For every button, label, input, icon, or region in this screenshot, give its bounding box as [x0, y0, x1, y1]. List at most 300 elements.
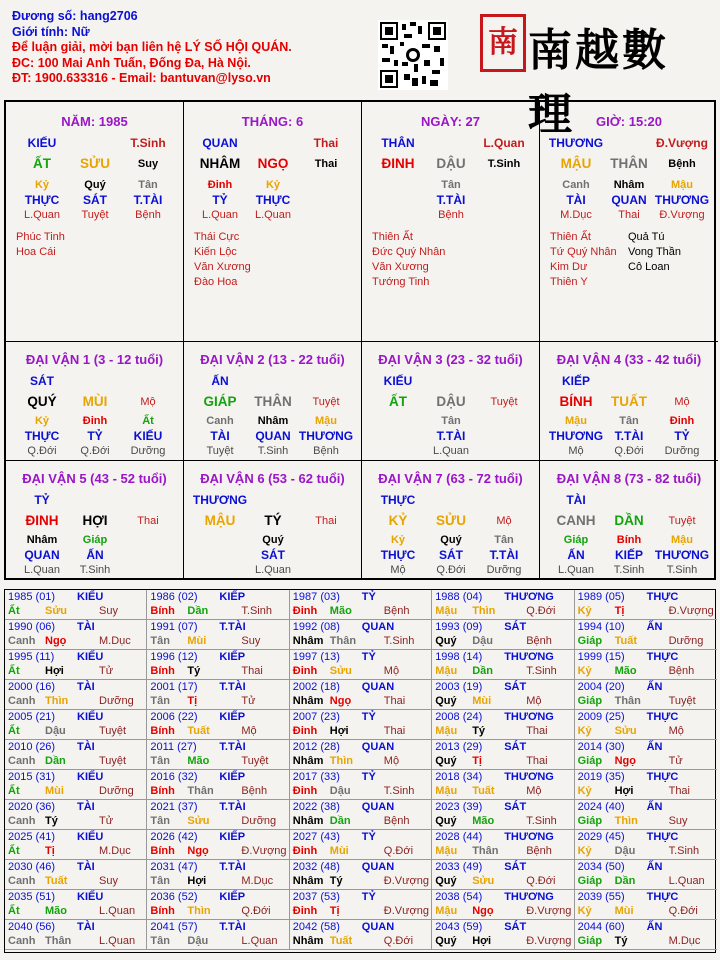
year-branch: Ngọ: [472, 905, 494, 917]
year-cell[interactable]: [432, 650, 574, 680]
year-branch: Mão: [329, 605, 352, 617]
year-cell[interactable]: [432, 680, 574, 710]
year-ten-god: SÁT: [504, 741, 527, 753]
year-branch: Tị: [614, 605, 625, 617]
year-branch: Thân: [187, 785, 214, 797]
year-state: Tuyệt: [241, 755, 269, 767]
year-cell[interactable]: [147, 710, 289, 740]
owner-name: Đương số: hang2706: [12, 9, 138, 23]
year-label: 2041 (57): [150, 921, 198, 933]
dai-van-cell: [362, 461, 540, 580]
pillar-branch: SỬU: [80, 156, 110, 171]
hidden-ten-god: THƯƠNG: [298, 429, 354, 443]
year-stem: Ất: [8, 725, 20, 737]
year-stem: Quý: [435, 875, 457, 887]
year-cell[interactable]: [290, 620, 432, 650]
year-label: 2034 (50): [577, 861, 625, 873]
year-cell[interactable]: [147, 680, 289, 710]
star-item: Tứ Quý Nhân: [550, 246, 617, 258]
hidden-state: T.Sinh: [666, 564, 698, 576]
year-cell[interactable]: [290, 650, 432, 680]
star-item: Kiến Lộc: [194, 246, 237, 258]
year-state: T.Sinh: [241, 605, 272, 617]
year-label: 2016 (32): [150, 771, 198, 783]
hidden-state: L.Quan: [23, 209, 61, 221]
year-branch: Tị: [329, 905, 340, 917]
year-branch: Tị: [187, 695, 198, 707]
year-label: 1995 (11): [8, 651, 55, 663]
year-branch: Tý: [45, 815, 58, 827]
year-state: L.Quan: [99, 905, 136, 917]
year-cell[interactable]: [5, 740, 147, 770]
pillar-state-top: L.Quan: [483, 136, 525, 150]
dai-van-cell: [540, 342, 718, 461]
year-stem: Kỷ: [577, 785, 592, 797]
pillar-ten-god: QUAN: [202, 136, 238, 150]
year-branch: Tị: [472, 755, 482, 767]
year-label: 2021 (37): [150, 801, 198, 813]
hidden-state: Dưỡng: [664, 445, 700, 457]
year-branch: Sửu: [614, 725, 637, 737]
pillar-cell: [6, 102, 184, 342]
year-ten-god: ẤN: [646, 741, 663, 753]
year-stem: Đinh: [292, 785, 318, 797]
year-cell[interactable]: [432, 890, 574, 920]
year-label: 1985 (01): [8, 591, 56, 603]
year-cell[interactable]: [5, 860, 147, 890]
year-state: Thai: [383, 725, 406, 737]
year-ten-god: TỶ: [361, 831, 376, 843]
year-state: M.Dục: [668, 935, 701, 947]
year-ten-god: ẤN: [646, 921, 663, 933]
year-state: Bệnh: [383, 605, 410, 617]
hidden-state: M.Dục: [560, 209, 592, 221]
star-item: Văn Xương: [194, 261, 251, 273]
dai-van-branch: DẦN: [614, 513, 644, 528]
year-stem: Quý: [435, 755, 457, 767]
year-state: Dưỡng: [241, 815, 277, 827]
year-branch: Thìn: [45, 695, 69, 707]
year-stem: Bính: [150, 845, 175, 857]
year-label: 1990 (06): [8, 621, 56, 633]
year-stem: Giáp: [577, 875, 603, 887]
pillar-branch: NGỌ: [257, 156, 289, 171]
year-cell[interactable]: [432, 830, 574, 860]
year-stem: Đinh: [292, 725, 318, 737]
year-ten-god: TỶ: [361, 771, 376, 783]
year-cell[interactable]: [432, 620, 574, 650]
year-label: 2010 (26): [8, 741, 56, 753]
dai-van-title: ĐẠI VẬN 3 (23 - 32 tuổi): [378, 352, 523, 367]
year-cell[interactable]: [432, 800, 574, 830]
year-ten-god: ẤN: [646, 621, 663, 633]
year-ten-god: SÁT: [504, 801, 527, 813]
dai-van-stem: MẬU: [204, 513, 236, 528]
hidden-stem: Tân: [441, 415, 461, 427]
year-cell[interactable]: [147, 920, 289, 950]
hidden-ten-god: T.TÀI: [614, 429, 644, 443]
year-cell[interactable]: [290, 590, 432, 620]
year-ten-god: SÁT: [504, 921, 527, 933]
hidden-stem: Tân: [441, 179, 461, 191]
year-state: T.Sinh: [383, 785, 415, 797]
pillar-cell: [362, 102, 540, 342]
year-branch: Dậu: [472, 635, 493, 647]
dai-van-title: ĐẠI VẬN 6 (53 - 62 tuổi): [200, 471, 345, 486]
year-branch: Tý: [614, 935, 628, 947]
year-cell[interactable]: [147, 860, 289, 890]
year-branch: Dần: [472, 665, 493, 677]
hidden-stem: Ất: [142, 415, 154, 427]
year-ten-god: TỶ: [361, 651, 376, 663]
year-cell[interactable]: [575, 680, 717, 710]
year-cell[interactable]: [575, 830, 717, 860]
pillar-branch: THÂN: [610, 156, 648, 171]
hidden-state: Tuyệt: [206, 445, 234, 457]
star-item: Tướng Tinh: [372, 276, 430, 288]
hidden-stem: Nhâm: [26, 534, 58, 546]
year-branch: Thân: [45, 935, 72, 947]
year-state: Suy: [99, 875, 118, 887]
year-cell[interactable]: [5, 830, 147, 860]
year-ten-god: THỰC: [646, 651, 679, 663]
year-state: Tuyệt: [668, 695, 696, 707]
year-stem: Ất: [8, 905, 20, 917]
year-cell[interactable]: [5, 680, 147, 710]
year-stem: Tân: [150, 635, 170, 647]
year-state: Thai: [526, 755, 548, 767]
year-label: 2017 (33): [292, 771, 340, 783]
year-label: 2044 (60): [577, 921, 625, 933]
hidden-ten-god: TỶ: [674, 429, 690, 443]
year-cell[interactable]: [147, 800, 289, 830]
year-cell[interactable]: [5, 920, 147, 950]
year-cell[interactable]: [5, 800, 147, 830]
pillar-stem: ẤT: [33, 156, 51, 171]
hidden-stem: Canh: [206, 415, 234, 427]
year-branch: Sửu: [329, 665, 352, 677]
hidden-ten-god: QUAN: [24, 548, 60, 562]
year-state: Mộ: [383, 755, 400, 767]
year-cell[interactable]: [147, 590, 289, 620]
dai-van-state: Mộ: [674, 396, 690, 408]
hidden-stem: Mậu: [671, 534, 693, 546]
dai-van-state: Thai: [137, 515, 159, 527]
star-item: Thiên Ất: [550, 231, 591, 243]
dai-van-stem: ẤT: [389, 394, 407, 409]
year-label: 1996 (12): [150, 651, 198, 663]
year-cell[interactable]: [575, 770, 717, 800]
year-state: Đ.Vượng: [668, 605, 714, 617]
year-cell[interactable]: [147, 770, 289, 800]
year-label: 2043 (59): [435, 921, 483, 933]
dai-van-ten-god: THỰC: [380, 493, 416, 507]
hidden-ten-god: THỰC: [24, 429, 60, 443]
year-ten-god: KIẾU: [77, 651, 104, 663]
dai-van-branch: SỬU: [436, 513, 466, 528]
year-label: 2029 (45): [577, 831, 625, 843]
year-state: M.Dục: [99, 635, 131, 647]
year-label: 2015 (31): [8, 771, 56, 783]
hidden-state: Tuyệt: [81, 209, 109, 221]
year-cell[interactable]: [5, 650, 147, 680]
year-ten-god: THỰC: [646, 771, 679, 783]
dai-van-ten-god: ẤN: [211, 374, 229, 388]
year-cell[interactable]: [290, 800, 432, 830]
dai-van-ten-god: TÀI: [566, 493, 586, 507]
year-branch: Sửu: [45, 605, 68, 617]
year-cell[interactable]: [290, 860, 432, 890]
year-cell[interactable]: [290, 680, 432, 710]
year-label: 2022 (38): [292, 801, 340, 813]
year-stem: Nhâm: [292, 935, 324, 947]
year-ten-god: ẤN: [646, 861, 663, 873]
pillar-stem: ĐINH: [381, 156, 415, 171]
year-branch: Mùi: [329, 845, 349, 857]
hidden-ten-god: QUAN: [611, 193, 647, 207]
year-state: Đ.Vượng: [383, 875, 429, 887]
dai-van-cell: [540, 461, 718, 580]
year-stem: Kỷ: [577, 665, 592, 677]
dai-van-cell: [6, 461, 184, 580]
year-branch: Thìn: [187, 905, 211, 917]
year-cell[interactable]: [147, 620, 289, 650]
year-branch: Hợi: [472, 935, 492, 947]
year-state: Suy: [668, 815, 688, 827]
year-cell[interactable]: [290, 740, 432, 770]
year-label: 2039 (55): [577, 891, 625, 903]
dai-van-branch: DẬU: [436, 394, 466, 409]
year-stem: Mậu: [435, 785, 458, 797]
year-state: Thai: [526, 725, 548, 737]
year-state: Đ.Vượng: [526, 935, 572, 947]
year-cell[interactable]: [5, 770, 147, 800]
hidden-state: Bệnh: [313, 445, 339, 457]
hidden-ten-god: SÁT: [439, 548, 463, 562]
year-stem: Quý: [435, 695, 457, 707]
year-cell[interactable]: [432, 860, 574, 890]
year-cell[interactable]: [432, 740, 574, 770]
year-branch: Hợi: [187, 875, 207, 887]
year-cell[interactable]: [147, 890, 289, 920]
pillar-title: NGÀY: 27: [421, 114, 480, 129]
year-label: 2025 (41): [8, 831, 56, 843]
year-branch: Thân: [472, 845, 499, 857]
year-label: 1989 (05): [577, 591, 625, 603]
year-stem: Bính: [150, 785, 175, 797]
year-stem: Ất: [8, 785, 20, 797]
hidden-ten-god: THỰC: [380, 548, 416, 562]
year-state: Đ.Vượng: [383, 905, 429, 917]
dai-van-cell: [184, 342, 362, 461]
year-branch: Tý: [187, 665, 201, 677]
hidden-state: L.Quan: [254, 564, 292, 576]
dai-van-ten-god: KIẾU: [383, 374, 413, 388]
year-stem: Kỷ: [577, 725, 592, 737]
owner-gender: Giới tính: Nữ: [12, 24, 90, 39]
hidden-stem: Mậu: [315, 415, 337, 427]
year-branch: Tuất: [187, 725, 210, 737]
year-cell[interactable]: [147, 830, 289, 860]
hidden-stem: Đinh: [669, 415, 695, 427]
year-cell[interactable]: [575, 620, 717, 650]
year-label: 2032 (48): [292, 861, 340, 873]
year-ten-god: SÁT: [504, 861, 527, 873]
year-ten-god: TỶ: [361, 891, 376, 903]
year-state: Suy: [241, 635, 261, 647]
year-cell[interactable]: [5, 590, 147, 620]
year-cell[interactable]: [575, 740, 717, 770]
year-cell[interactable]: [290, 710, 432, 740]
year-ten-god: THƯƠNG: [504, 891, 554, 903]
star-item: Thiên Ất: [372, 231, 413, 243]
year-cell[interactable]: [432, 590, 574, 620]
year-state: Bệnh: [241, 785, 268, 797]
year-stem: Mậu: [435, 665, 458, 677]
dai-van-stem: ĐINH: [25, 513, 59, 528]
hidden-ten-god: THƯƠNG: [548, 429, 604, 443]
year-cell[interactable]: [5, 620, 147, 650]
hidden-ten-god: SÁT: [83, 193, 107, 207]
year-label: 2037 (53): [292, 891, 340, 903]
dai-van-state: Tuyệt: [312, 396, 340, 408]
year-stem: Bính: [150, 665, 175, 677]
year-state: Suy: [99, 605, 118, 617]
year-branch: Dậu: [614, 845, 636, 857]
dai-van-branch: THÂN: [254, 394, 292, 409]
year-label: 2040 (56): [8, 921, 56, 933]
year-label: 1988 (04): [435, 591, 483, 603]
year-label: 2001 (17): [150, 681, 198, 693]
year-stem: Mậu: [435, 905, 458, 917]
year-cell[interactable]: [290, 890, 432, 920]
year-ten-god: QUAN: [361, 621, 395, 633]
year-branch: Mùi: [472, 695, 492, 707]
hidden-state: Q.Đới: [436, 564, 466, 576]
star-item: Vong Thần: [628, 246, 682, 258]
year-stem: Quý: [435, 815, 457, 827]
year-branch: Ngọ: [614, 755, 636, 767]
year-cell[interactable]: [575, 920, 717, 950]
qr-code-icon[interactable]: [378, 20, 448, 90]
year-cell[interactable]: [290, 830, 432, 860]
year-state: T.Sinh: [526, 665, 557, 677]
year-cell[interactable]: [575, 590, 717, 620]
year-label: 2008 (24): [435, 711, 483, 723]
year-ten-god: KIẾP: [219, 771, 246, 783]
contact-line: Để luận giải, mời bạn liên hệ LÝ SỐ HỘI QUÁN.: [12, 40, 292, 54]
year-stem: Bính: [150, 725, 175, 737]
year-cell[interactable]: [147, 740, 289, 770]
dai-van-state: Tuyệt: [490, 396, 518, 408]
year-cell[interactable]: [432, 920, 574, 950]
year-label: 1997 (13): [292, 651, 340, 663]
dai-van-state: Mộ: [140, 396, 156, 408]
year-stem: Canh: [8, 635, 36, 647]
year-stem: Bính: [150, 905, 175, 917]
year-label: 2012 (28): [292, 741, 340, 753]
owner-info: [12, 9, 292, 87]
year-cell[interactable]: [432, 710, 574, 740]
year-cell[interactable]: [432, 770, 574, 800]
year-stem: Nhâm: [292, 755, 324, 767]
dai-van-cell: [6, 342, 184, 461]
hidden-stem: Quý: [440, 534, 462, 546]
year-stem: Mậu: [435, 725, 458, 737]
pillar-stem: MẬU: [560, 156, 592, 171]
year-cell[interactable]: [5, 710, 147, 740]
hidden-stem: Giáp: [563, 534, 589, 546]
year-ten-god: THỰC: [646, 831, 679, 843]
year-cell[interactable]: [290, 770, 432, 800]
hidden-state: L.Quan: [432, 445, 470, 457]
year-stem: Mậu: [435, 845, 458, 857]
year-branch: Dần: [614, 875, 636, 887]
year-label: 2027 (43): [292, 831, 340, 843]
dai-van-cell: [362, 342, 540, 461]
year-cell[interactable]: [290, 920, 432, 950]
year-ten-god: KIẾP: [219, 651, 246, 663]
year-cell[interactable]: [575, 860, 717, 890]
year-stem: Ất: [8, 845, 20, 857]
year-label: 1992 (08): [292, 621, 340, 633]
star-item: Phúc Tinh: [16, 231, 65, 243]
hidden-stem: Nhâm: [257, 415, 289, 427]
dai-van-stem: BÍNH: [559, 394, 593, 409]
year-cell[interactable]: [575, 890, 717, 920]
dai-van-stem: KỶ: [388, 513, 408, 528]
hidden-state: Q.Đới: [27, 445, 57, 457]
year-ten-god: T.TÀI: [219, 861, 246, 873]
year-cell[interactable]: [5, 890, 147, 920]
year-ten-god: QUAN: [361, 801, 395, 813]
year-ten-god: TỶ: [361, 711, 376, 723]
year-cell[interactable]: [575, 710, 717, 740]
dai-van-stem: GIÁP: [203, 394, 237, 409]
year-ten-god: QUAN: [361, 681, 395, 693]
dai-van-title: ĐẠI VẬN 5 (43 - 52 tuổi): [22, 471, 167, 486]
hidden-ten-god: T.TÀI: [436, 193, 466, 207]
hidden-ten-god: SÁT: [261, 548, 285, 562]
year-cell[interactable]: [575, 800, 717, 830]
year-branch: Dần: [329, 815, 351, 827]
hidden-ten-god: QUAN: [255, 429, 291, 443]
year-stem: Canh: [8, 815, 36, 827]
year-ten-god: THƯƠNG: [504, 711, 554, 723]
hidden-state: L.Quan: [23, 564, 61, 576]
year-branch: Thìn: [472, 605, 496, 617]
year-ten-god: QUAN: [361, 861, 395, 873]
year-state: Q.Đới: [526, 605, 556, 617]
year-state: Tuyệt: [99, 755, 127, 767]
dai-van-ten-god: TỶ: [34, 493, 50, 507]
year-cell[interactable]: [575, 650, 717, 680]
hidden-ten-god: THỰC: [255, 193, 291, 207]
year-cell[interactable]: [147, 650, 289, 680]
year-branch: Ngọ: [329, 695, 352, 707]
pillar-branch: DẬU: [436, 156, 466, 171]
hidden-state: Q.Đới: [614, 445, 644, 457]
year-state: L.Quan: [99, 935, 136, 947]
hidden-state: Bệnh: [438, 209, 464, 221]
dai-van-title: ĐẠI VẬN 2 (13 - 22 tuổi): [200, 352, 345, 367]
year-ten-god: KIẾP: [219, 711, 246, 723]
year-ten-god: ẤN: [646, 681, 663, 693]
year-label: 2013 (29): [435, 741, 483, 753]
year-state: Thai: [241, 665, 263, 677]
year-label: 2036 (52): [150, 891, 198, 903]
year-branch: Mão: [472, 815, 495, 827]
